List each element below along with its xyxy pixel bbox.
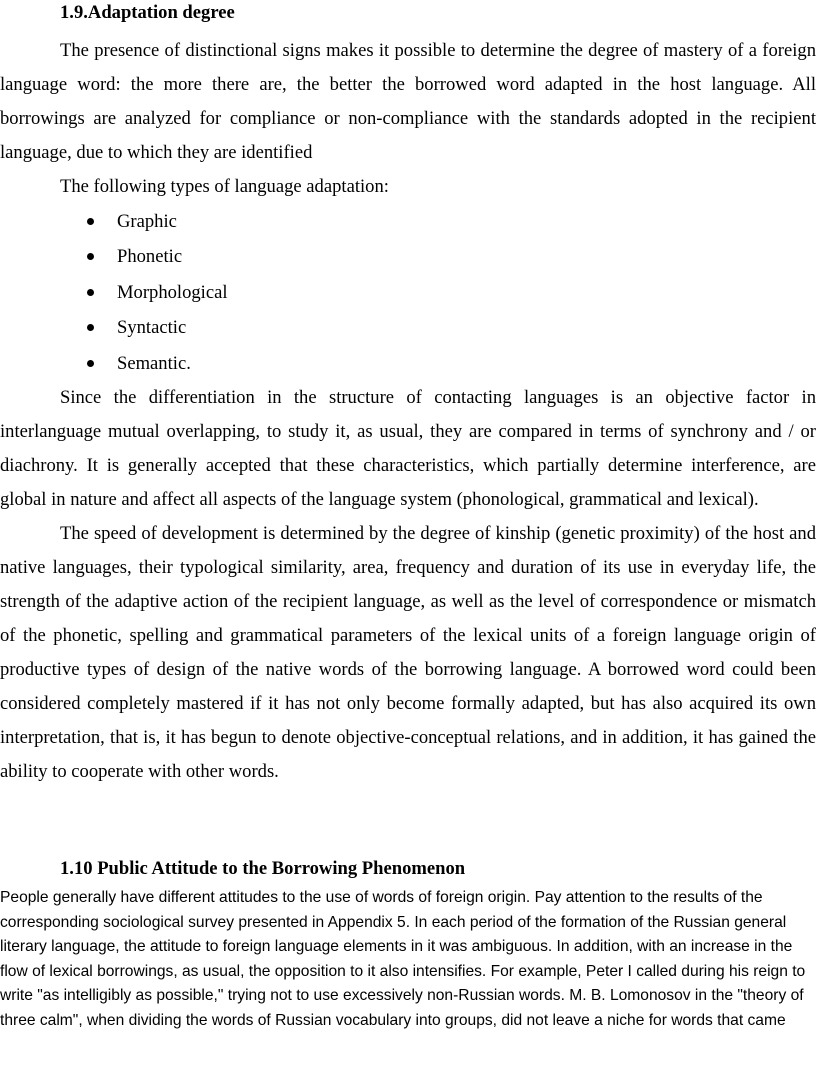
list-item bbox=[0, 275, 816, 310]
adaptation-types-list bbox=[0, 204, 816, 381]
paragraph-differentiation: Since the differentiation in the structure of contacting languages is an objective factor in interlanguage mutual overlapping, to study it, as usual, they are compared in terms of synchrony and / or diachrony. It is generally accepted that these characteristics, which partially determine interference, are global in nature and affect all aspects of the language system (phonological, grammatical and lexical). bbox=[0, 386, 816, 510]
section-body-adaptation-degree bbox=[0, 34, 816, 789]
bullet-icon bbox=[87, 360, 94, 367]
bullet-icon bbox=[87, 289, 94, 296]
section-heading-public-attitude: 1.10 Public Attitude to the Borrowing Phenomenon bbox=[60, 858, 466, 879]
bullet-icon bbox=[87, 218, 94, 225]
list-item-label: Morphological bbox=[117, 281, 228, 303]
list-item bbox=[0, 239, 816, 274]
paragraph-speed-of-development: The speed of development is determined by the degree of kinship (genetic proximity) of the host and native languages, their typological similarity, area, frequency and duration of its use in everyday life, the strength of the adaptive action of the recipient language, as well as the level of correspondence or mismatch of the phonetic, spelling and grammatical parameters of the lexical units of a foreign language origin of productive types of design of the native words of the borrowing language. A borrowed word could been considered completely mastered if it has not only become formally adapted, but has also acquired its own interpretation, that is, it has begun to denote objective-conceptual relations, and in addition, it has gained the ability to cooperate with other words. bbox=[0, 522, 816, 782]
list-item-label: Semantic. bbox=[117, 352, 191, 374]
list-item-label: Syntactic bbox=[117, 317, 187, 339]
list-item-label: Phonetic bbox=[117, 246, 183, 268]
list-item-label: Graphic bbox=[117, 211, 177, 232]
list-intro: The following types of language adaptation: bbox=[60, 176, 389, 197]
bullet-icon bbox=[87, 324, 94, 331]
list-item bbox=[0, 310, 816, 345]
list-item bbox=[0, 346, 816, 381]
section-heading-adaptation-degree: 1.9.Adaptation degree bbox=[60, 2, 235, 23]
list-item bbox=[0, 204, 816, 239]
paragraph-distinctional-signs: The presence of distinctional signs makes it possible to determine the degree of mastery of a foreign language word: the more there are, the better the borrowed word adapted in the host language. All borrowings are analyzed for compliance or non-compliance with the standards adopted in the recipient language, due to which they are identified bbox=[0, 40, 816, 163]
paragraph-public-attitude: People generally have different attitudes to the use of words of foreign origin. Pay attention to the results of the corresponding sociological survey presented in Appendix 5. In each period of the formation of the Russian general literary language, the attitude to foreign language elements in it was ambiguous. In addition, with an increase in the flow of lexical borrowings, as usual, the opposition to it also intensifies. For example, Peter I called during his reign to write "as intelligibly as possible," trying not to use excessively non-Russian words. M. B. Lomonosov in the "theory of three calm", when dividing the words of Russian vocabulary into groups, did not leave a niche for words that came bbox=[0, 889, 806, 1029]
bullet-icon bbox=[87, 253, 94, 260]
